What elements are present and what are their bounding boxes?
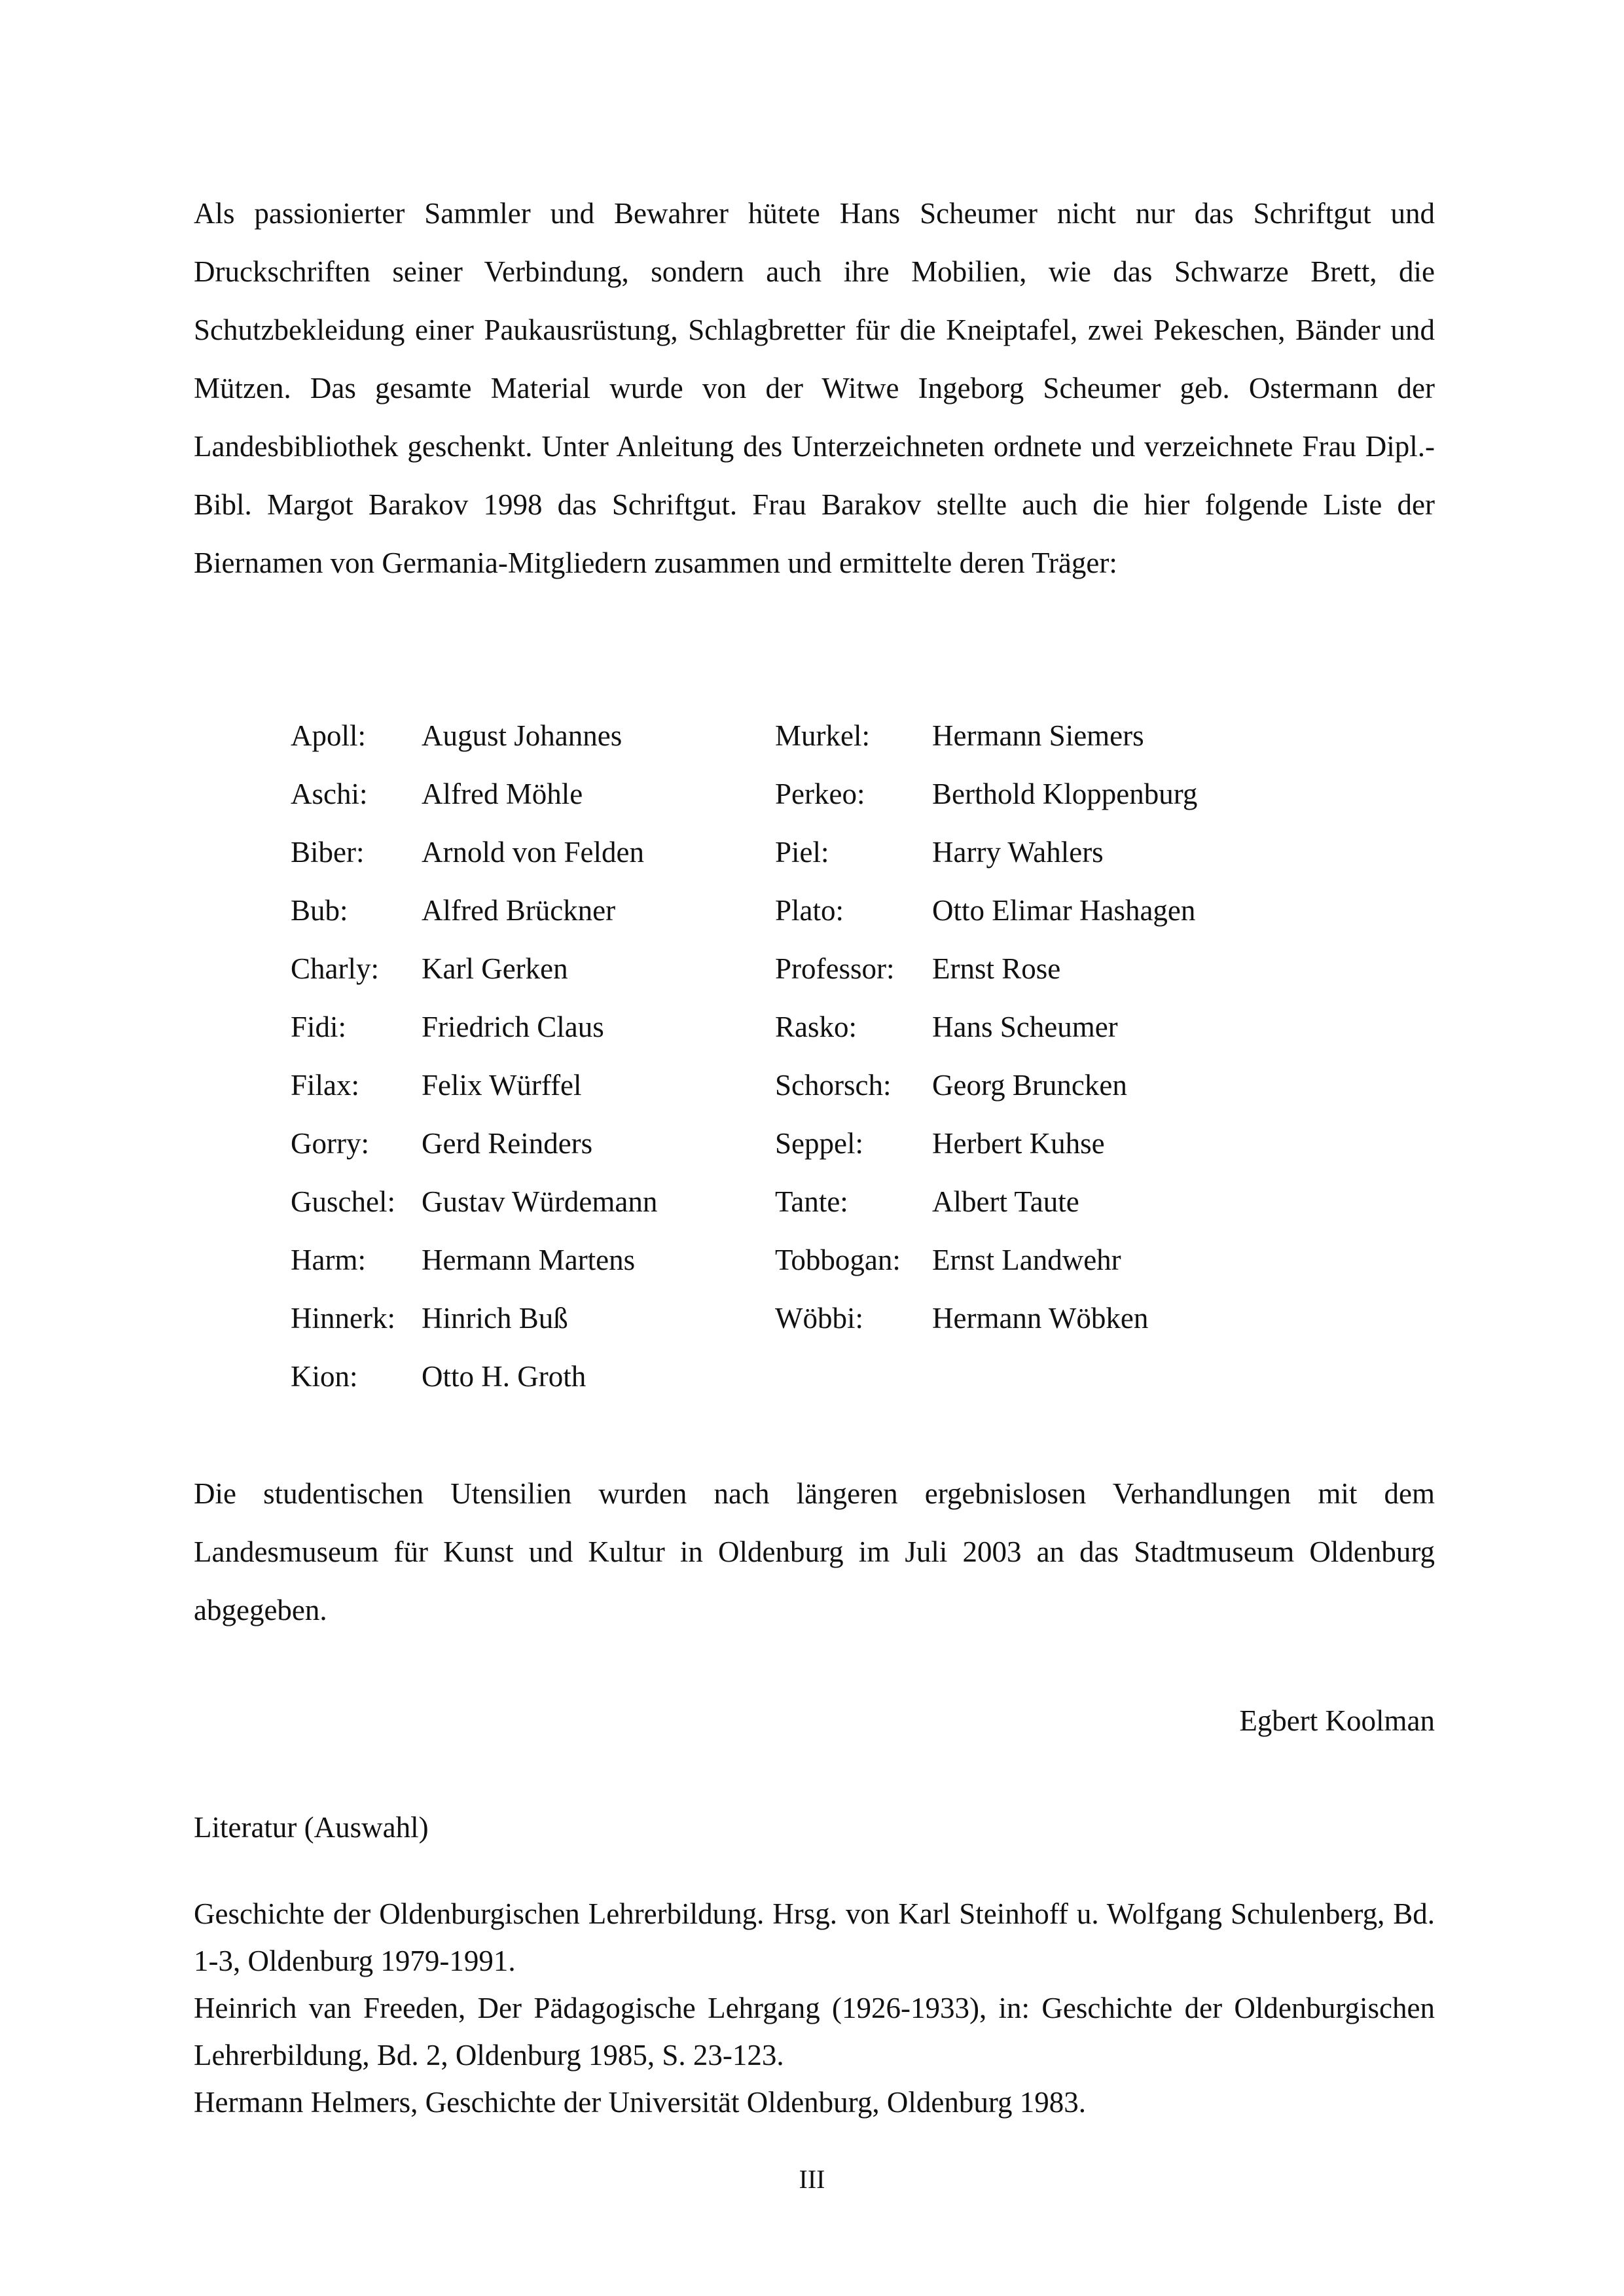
literature-entry: Geschichte der Oldenburgischen Lehrerbildung. Hrsg. von Karl Steinhoff u. Wolfgang Schulenberg, Bd. 1-3, Oldenburg 1979-1991.: [194, 1897, 1435, 1977]
closing-paragraph: Die studentischen Utensilien wurden nach längeren ergebnislosen Verhandlungen mit dem Landesmuseum für Kunst und Kultur in Oldenburg im Juli 2003 an das Stadtmuseum Oldenburg abgegeben.: [194, 1477, 1435, 1626]
biername: Tante:: [775, 1185, 848, 1218]
literature-heading: Literatur (Auswahl): [194, 1811, 429, 1844]
biername: Seppel:: [775, 1127, 863, 1160]
member-name: Otto Elimar Hashagen: [932, 894, 1196, 927]
biername: Bub:: [291, 894, 348, 927]
member-name: Hermann Martens: [422, 1244, 636, 1276]
biername: Murkel:: [775, 719, 870, 752]
member-name: Gustav Würdemann: [422, 1185, 658, 1218]
literature-entry: Heinrich van Freeden, Der Pädagogische Lehrgang (1926-1933), in: Geschichte der Oldenburgischen Lehrerbildung, Bd. 2, Oldenburg 1985, S. 23-123.: [194, 1992, 1435, 2072]
member-name: Hinrich Buß: [422, 1302, 568, 1335]
member-name: Georg Bruncken: [932, 1069, 1127, 1102]
biername: Schorsch:: [775, 1069, 892, 1102]
member-name: Hans Scheumer: [932, 1011, 1118, 1043]
biername: Apoll:: [291, 719, 367, 752]
biername: Rasko:: [775, 1011, 857, 1043]
biername: Filax:: [291, 1069, 360, 1102]
member-name: Alfred Brückner: [422, 894, 616, 927]
member-name: Albert Taute: [932, 1185, 1079, 1218]
literature-list: [194, 1890, 1435, 2126]
biername: Piel:: [775, 836, 829, 869]
biername: Wöbbi:: [775, 1302, 863, 1335]
biername: Charly:: [291, 952, 379, 985]
biername: Tobbogan:: [775, 1244, 901, 1276]
member-name: Otto H. Groth: [422, 1360, 586, 1393]
biername: Guschel:: [291, 1185, 395, 1218]
member-name: August Johannes: [422, 719, 623, 752]
member-name: Ernst Rose: [932, 952, 1061, 985]
member-name: Harry Wahlers: [932, 836, 1104, 869]
member-name: Ernst Landwehr: [932, 1244, 1121, 1276]
member-name: Hermann Siemers: [932, 719, 1144, 752]
page-number: III: [799, 2164, 825, 2194]
member-name: Friedrich Claus: [422, 1011, 604, 1043]
biername: Biber:: [291, 836, 365, 869]
biername: Hinnerk:: [291, 1302, 395, 1335]
member-name: Berthold Kloppenburg: [932, 778, 1198, 810]
member-name: Felix Würffel: [422, 1069, 582, 1102]
biername: Kion:: [291, 1360, 358, 1393]
biername: Professor:: [775, 952, 895, 985]
biername: Aschi:: [291, 778, 368, 810]
author-signature: Egbert Koolman: [1239, 1704, 1435, 1737]
member-name: Alfred Möhle: [422, 778, 583, 810]
biername: Gorry:: [291, 1127, 369, 1160]
member-name: Gerd Reinders: [422, 1127, 593, 1160]
biername: Plato:: [775, 894, 844, 927]
member-name: Arnold von Felden: [422, 836, 644, 869]
biername: Fidi:: [291, 1011, 347, 1043]
member-name: Karl Gerken: [422, 952, 568, 985]
intro-paragraph: Als passionierter Sammler und Bewahrer hütete Hans Scheumer nicht nur das Schriftgut und Druckschriften seiner Verbindung, sondern auch ihre Mobilien, wie das Schwarze Brett, die Schutzbekleidung einer Paukausrüstung, Schlagbretter für die Kneiptafel, zwei Pekeschen, Bänder und Mützen. Das gesamte Material wurde von der Witwe Ingeborg Scheumer geb. Ostermann der Landesbibliothek geschenkt. Unter Anleitung des Unterzeichneten ordnete und verzeichnete Frau Dipl.-Bibl. Margot Barakov 1998 das Schriftgut. Frau Barakov stellte auch die hier folgende Liste der Biernamen von Germania-Mitgliedern zusammen und ermittelte deren Träger:: [194, 197, 1435, 579]
member-name: Herbert Kuhse: [932, 1127, 1105, 1160]
member-name: Hermann Wöbken: [932, 1302, 1149, 1335]
literature-entry: Hermann Helmers, Geschichte der Universität Oldenburg, Oldenburg 1983.: [194, 2086, 1086, 2119]
biername: Perkeo:: [775, 778, 865, 810]
biername: Harm:: [291, 1244, 366, 1276]
